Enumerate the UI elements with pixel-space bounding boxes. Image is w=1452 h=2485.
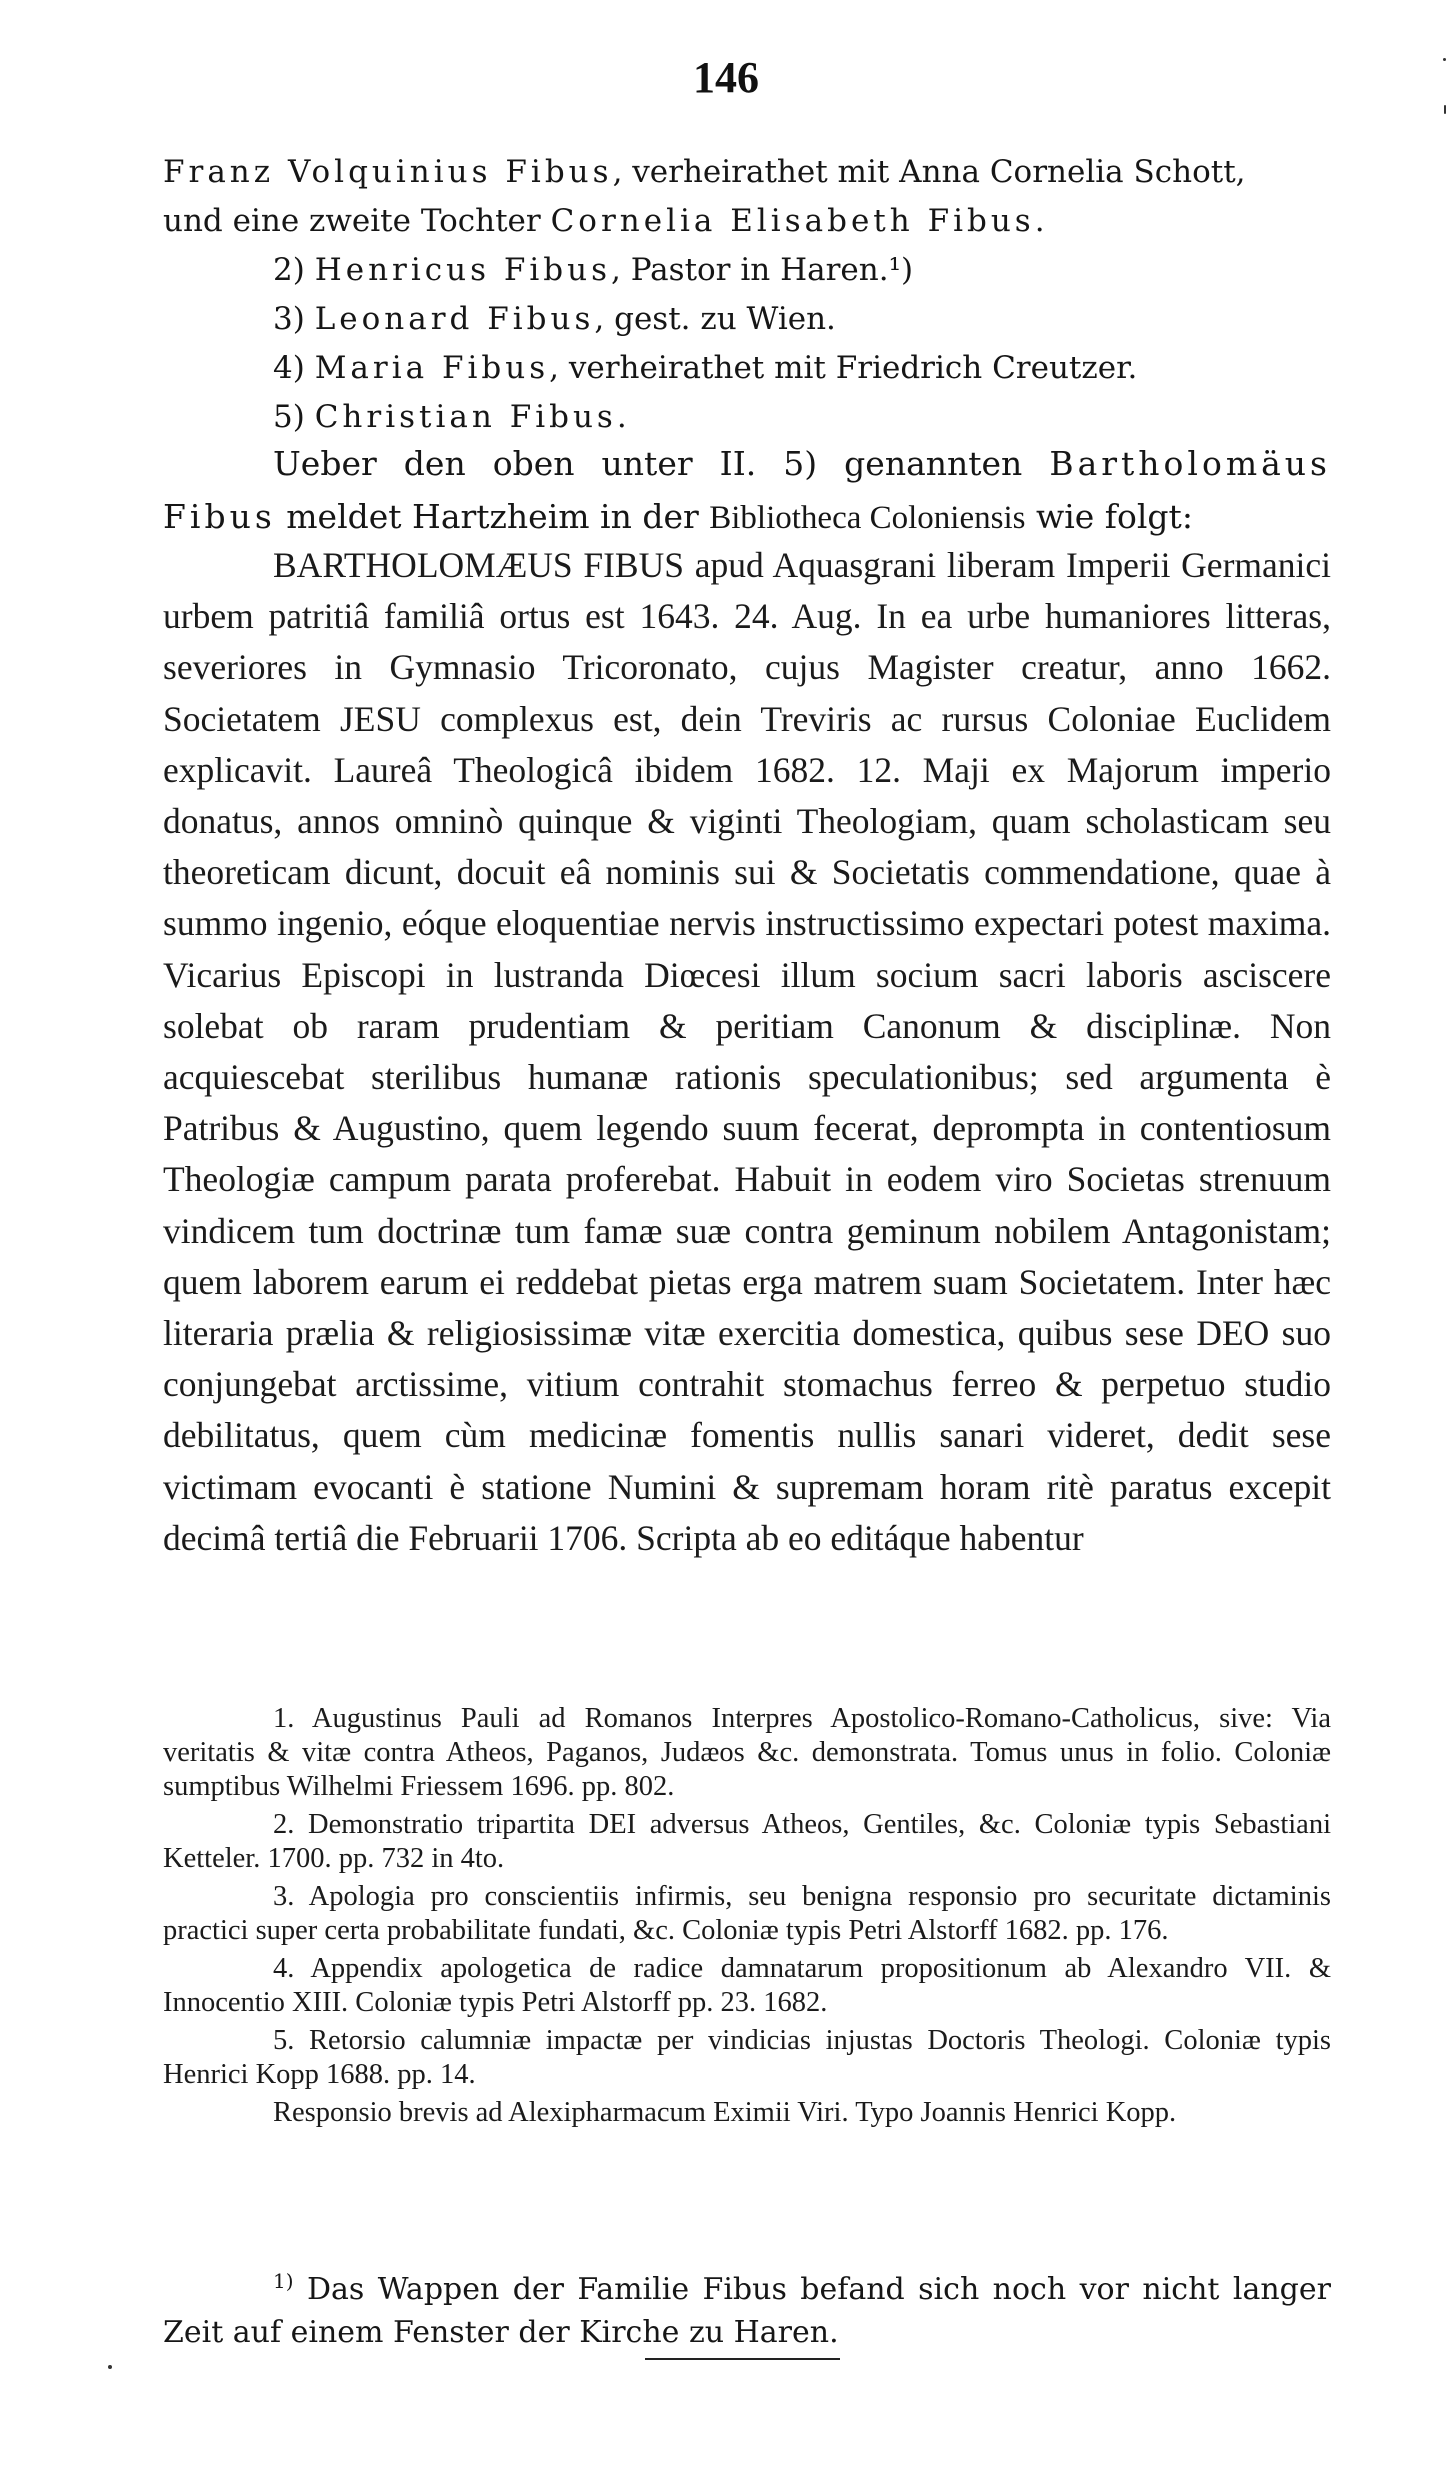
- item-number: 5): [273, 399, 305, 435]
- person-name: Bartholomäus Fibus: [163, 444, 1331, 536]
- page-number: 146: [693, 53, 759, 102]
- genealogy-item: [163, 344, 1331, 393]
- person-name: Christian Fibus: [314, 399, 617, 435]
- footnote-text: [163, 2260, 1331, 2354]
- genealogy-text: , verheirathet mit Friedrich Creutzer.: [549, 350, 1138, 386]
- genealogy-text: , gest. zu Wien.: [594, 301, 836, 337]
- person-name: Henricus Fibus: [314, 252, 611, 288]
- work-item: 5. Retorsio calumniæ impactæ per vindicias injustas Doctoris Theologi. Coloniæ typis Henrici Kopp 1688. pp. 14.: [163, 2025, 1331, 2090]
- genealogy-text: .: [616, 399, 627, 435]
- genealogy-list: [163, 148, 1331, 442]
- item-number: 2): [273, 252, 305, 288]
- paper-speck: [1444, 105, 1446, 114]
- latin-paragraph: BARTHOLOMÆUS FIBUS apud Aquasgrani liberam Imperii Germanici urbem patritiâ familiâ ortus est 1643. 24. Aug. In ea urbe humaniores litteras, severiores in Gymnasio Tricoronato, cujus Magister creatur, anno 1662. Societatem JESU complexus est, dein Treviris ac rursus Coloniae Euclidem explicavit. Laureâ Theologicâ ibidem 1682. 12. Maji ex Majorum imperio donatus, annos omninò quinque & viginti Theologiam, quam scholasticam seu theoreticam dicunt, docuit eâ nominis sui & Societatis commendatione, quae à summo ingenio, eóque eloquentiae nervis instructissimo expectari potest maxima. Vicarius Episcopi in lustranda Diœcesi illum socium sacri laboris asciscere solebat ob raram prudentiam & peritiam Canonum & disciplinæ. Non acquiescebat sterilibus humanæ rationis speculationibus; sed argumenta è Patribus & Augustino, quem legendo suum fecerat, deprompta in contentiosum Theologiæ campum parata proferebat. Habuit in eodem viro Societas strenuum vindicem tum doctrinæ tum famæ suæ contra geminum nobilem Antagonistam; quem laborem earum ei reddebat pietas erga matrem suam Societatem. Inter hæc literaria prælia & religiosissimæ vitæ exercitia domestica, quibus sese DEO suo conjungebat arctissime, vitium contrahit stomachus ferreo & perpetuo studio debilitatus, quem cùm medicinæ fomentis nullis sanari videret, dedit sese victimam evocanti è statione Numini & supremam horam ritè paratus excepit decimâ tertiâ die Februarii 1706. Scripta ab eo editáque habentur: [163, 545, 1331, 1558]
- works-list: [163, 1702, 1331, 2134]
- genealogy-item: [163, 393, 1331, 442]
- footnote-body: Das Wappen der Familie Fibus befand sich noch vor nicht langer Zeit auf einem Fenster der Kirche zu Haren.: [163, 2272, 1331, 2350]
- work-item: 2. Demonstratio tripartita DEI adversus Atheos, Gentiles, &c. Coloniæ typis Sebastiani Ketteler. 1700. pp. 732 in 4to.: [163, 1809, 1331, 1874]
- genealogy-text: , verheirathet mit Anna Cornelia Schott,: [612, 154, 1246, 190]
- person-name: Cornelia Elisabeth Fibus: [550, 203, 1035, 239]
- paper-speck: [108, 2365, 112, 2369]
- genealogy-text: , Pastor in Haren.¹): [611, 252, 914, 288]
- genealogy-item: [163, 246, 1331, 295]
- work-item: 4. Appendix apologetica de radice damnatarum propositionum ab Alexandro VII. & Innocentio XIII. Coloniæ typis Petri Alstorff pp. 23. 1682.: [163, 1953, 1331, 2018]
- work-item: 1. Augustinus Pauli ad Romanos Interpres Apostolico-Romano-Catholicus, sive: Via veritatis & vitæ contra Atheos, Paganos, Judæos &c. demonstrata. Tomus unus in folio. Coloniæ sumptibus Wilhelmi Friessem 1696. pp. 802.: [163, 1703, 1331, 1802]
- intro-pre: Ueber den oben unter II. 5) genannten: [273, 444, 1050, 483]
- genealogy-line-2: [163, 197, 1331, 246]
- genealogy-text: und eine zweite Tochter: [163, 203, 551, 239]
- item-number: 4): [273, 350, 305, 386]
- intro-mid: meldet Hartzheim in der: [275, 497, 710, 536]
- work-item: 3. Apologia pro conscientiis infirmis, seu benigna responsio pro securitate dictaminis practici super certa probabilitate fundati, &c. Coloniæ typis Petri Alstorff 1682. pp. 176.: [163, 1881, 1331, 1946]
- genealogy-line-1: [163, 148, 1331, 197]
- paper-speck: [1443, 58, 1446, 61]
- person-name: Leonard Fibus: [314, 301, 595, 337]
- item-number: 3): [273, 301, 305, 337]
- latin-quotation: [163, 540, 1331, 1564]
- intro-post: wie folgt:: [1025, 497, 1193, 536]
- intro-text: [163, 437, 1331, 545]
- source-title: Bibliotheca Coloniensis: [709, 500, 1026, 536]
- person-name: Franz Volquinius Fibus: [163, 154, 613, 190]
- genealogy-item: [163, 295, 1331, 344]
- end-rule: [645, 2358, 840, 2360]
- footnote-marker: 1): [273, 2269, 294, 2293]
- intro-paragraph: [163, 437, 1331, 545]
- footnote: [163, 2260, 1331, 2354]
- genealogy-text: .: [1034, 203, 1045, 239]
- person-name: Maria Fibus: [314, 350, 550, 386]
- work-item: Responsio brevis ad Alexipharmacum Eximii Viri. Typo Joannis Henrici Kopp.: [273, 2097, 1177, 2128]
